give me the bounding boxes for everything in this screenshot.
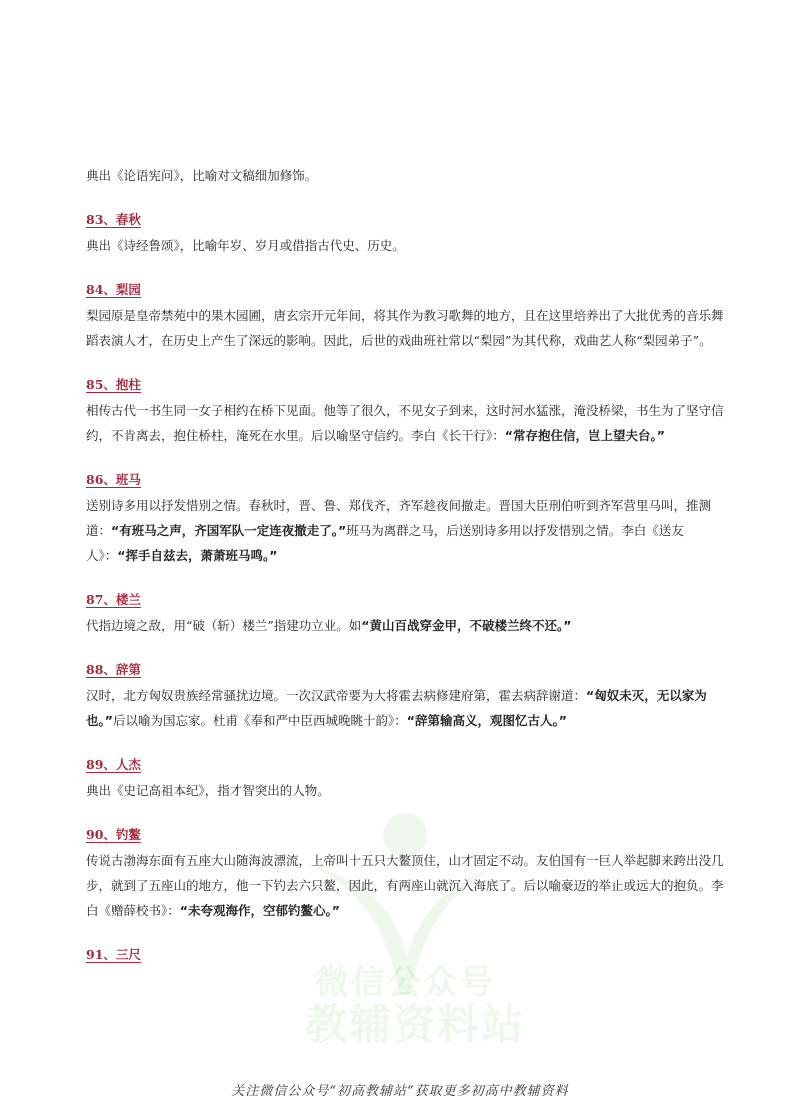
entry-quote: “黄山百战穿金甲，不破楼兰终不还。” [361,618,572,633]
entry-paragraph [86,398,726,448]
entry-heading: 89、人杰 [86,757,141,772]
entry-86 [86,470,726,568]
entry-quote-2: “挥手自兹去，萧萧班马鸣。” [117,548,278,563]
entry-text: 相传古代一书生同一女子相约在桥下见面。他等了很久，不见女子到来，这时河水猛涨，淹没桥梁，书生为了坚守信约，不肯离去，抱住桥柱，淹死在水里。后以喻坚守信约。李白《长干行》： [86,403,724,443]
entry-text: 典出《史记高祖本纪》，指才智突出的人物。 [86,783,330,798]
entry-text: 典出《诗经鲁颂》，比喻年岁、岁月或借指古代史、历史。 [86,238,405,253]
entry-89 [86,755,726,803]
entry-quote-2: “辞第输高义，观图忆古人。” [406,713,567,728]
document-body [86,163,726,968]
entry-88 [86,660,726,733]
entry-paragraph [86,493,726,568]
entry-text: 代指边境之敌，用“破（斩）楼兰”指建功立业。如 [86,618,362,633]
entry-paragraph [86,613,726,638]
watermark-text-line1: 微信公众号 [315,963,495,1003]
entry-84 [86,280,726,353]
entry-text: 梨园原是皇帝禁苑中的果木园圃，唐玄宗开元年间，将其作为教习歌舞的地方，且在这里培养出了大批优秀的音乐舞蹈表演人才，在历史上产生了深远的影响。因此，后世的戏曲班社常以“梨园”为其代称，戏曲艺人称“梨园弟子”。 [86,308,724,348]
entry-heading: 86、班马 [86,472,141,487]
entry-paragraph [86,683,726,733]
entry-87 [86,590,726,638]
entry-text-2: 班马为离群之马，后送别诗多用以抒发惜别之情。李白《送友人》： [86,523,684,563]
entry-heading: 87、楼兰 [86,592,141,607]
entry-quote: “有班马之声，齐国军队一定连夜撤走了。” [111,523,347,538]
entry-quote: “未夸观海作，空郁钓鳌心。” [179,903,340,918]
page-footer: 关注微信公众号“初高教辅站”获取更多初高中教辅资料 [231,1084,569,1099]
entry-heading: 90、钓鳌 [86,827,141,842]
entry-paragraph [86,848,726,923]
entry-91 [86,945,726,965]
entry-heading: 91、三尺 [86,947,141,962]
entry-text: 送别诗多用以抒发惜别之情。春秋时，晋、鲁、郑伐齐，齐军趁夜间撤走。晋国大臣刑伯听到齐军营里马叫，推测道： [86,498,712,538]
entry-text: 传说古渤海东面有五座大山随海波漂流，上帝叫十五只大鳌顶住，山才固定不动。友伯国有一巨人举起脚来跨出没几步，就到了五座山的地方，他一下钓去六只鳌，因此，有两座山就沉入海底了。后以喻豪迈的举止或远大的抱负。李白《赠薛校书》： [86,853,724,918]
entry-text-2: 后以喻为国忘家。杜甫《奉和严中臣西城晚眺十韵》： [112,713,407,728]
entry-quote: “匈奴未灭，无以家为也。” [86,688,707,728]
entry-heading: 83、春秋 [86,212,141,227]
intro-paragraph: 典出《论语宪问》，比喻对文稿细加修饰。 [86,168,318,183]
entry-heading: 84、梨园 [86,282,141,297]
watermark-text-line2: 教辅资料站 [305,1000,526,1049]
entry-heading: 85、抱柱 [86,377,141,392]
entry-90 [86,825,726,923]
entry-85 [86,375,726,448]
entry-heading: 88、辞第 [86,662,141,677]
entry-quote: “常存抱住信，岂上望夫台。” [504,428,665,443]
entry-83 [86,210,726,258]
entry-text: 汉时，北方匈奴贵族经常骚扰边境。一次汉武帝要为大将霍去病修建府第，霍去病辞谢道： [86,688,587,703]
